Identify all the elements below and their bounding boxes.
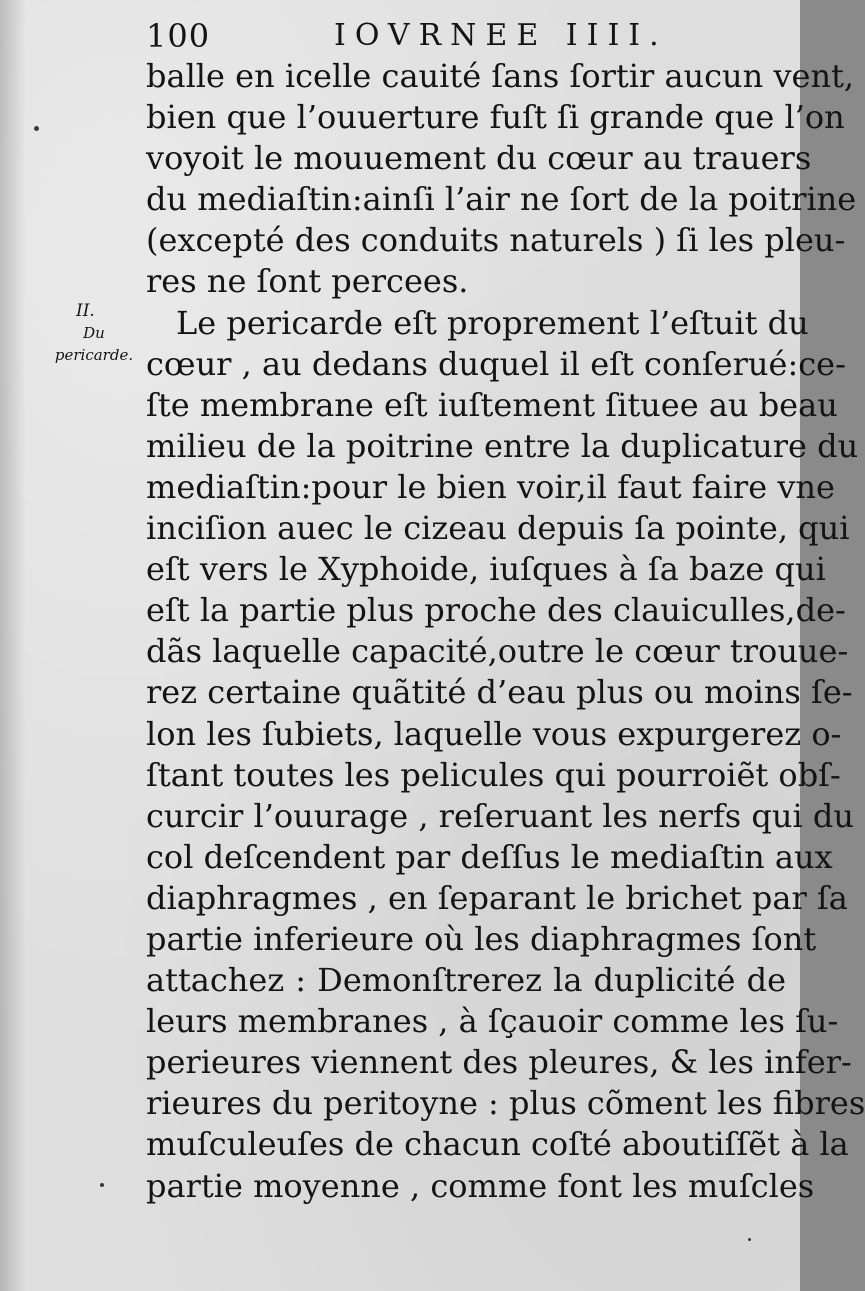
page-gutter-shadow (0, 0, 26, 1291)
text-line: rez certaine quãtité d’eau plus ou moins ſe- (146, 673, 853, 712)
text-line: voyoit le mouuement du cœur au trauers (146, 139, 812, 178)
paragraph-first-line: Le pericarde eſt proprement l’eſtuit du (176, 303, 809, 342)
paper-speck (748, 1238, 751, 1241)
text-line: attachez : Demonſtrerez la duplicité de (146, 961, 786, 1000)
text-line: milieu de la poitrine entre la duplicature du (146, 426, 859, 465)
margin-note (50, 300, 138, 366)
text-line: perieures viennent des pleures, & les infer- (146, 1043, 852, 1082)
text-line: partie inferieure où les diaphragmes ſont (146, 919, 817, 958)
text-line: (excepté des conduits naturels ) ſi les pleu- (146, 221, 846, 260)
text-line: col deſcendent par deſſus le mediaſtin aux (146, 837, 833, 876)
text-line: ſte membrane eſt iuſtement ſituee au beau (146, 385, 838, 424)
text-line: du mediaſtin:ainſi l’air ne ſort de la poitrine (146, 180, 857, 219)
text-line: leurs membranes , à ſçauoir comme les ſu- (146, 1002, 839, 1041)
text-line: diaphragmes , en ſeparant le brichet par ſa (146, 878, 848, 917)
text-line: cœur , au dedans duquel il eſt conſerué:ce- (146, 344, 846, 383)
page-header (146, 16, 668, 56)
paper-speck (34, 126, 39, 131)
text-line: bien que l’ouuerture fuſt ſi grande que l’on (146, 98, 845, 137)
text-line: res ne ſont percees. (146, 262, 469, 301)
text-line: ſtant toutes les pelicules qui pourroiẽt obſ- (146, 755, 841, 794)
text-line: partie moyenne , comme font les muſcles (146, 1166, 815, 1205)
page-number: 100 (146, 17, 211, 55)
margin-note-text: Du pericarde. (54, 324, 134, 364)
running-head: IOVRNEE IIII. (334, 18, 668, 53)
body-text (146, 56, 865, 1207)
text-line: rieures du peritoyne : plus cõment les fibres (146, 1084, 865, 1123)
text-line: inciſion auec le cizeau depuis ſa pointe, qui (146, 509, 850, 548)
text-line: muſculeuſes de chacun coſté aboutiſſẽt à la (146, 1125, 849, 1164)
text-line: eſt vers le Xyphoide, iuſques à ſa baze qui (146, 550, 826, 589)
paper-speck (100, 1183, 104, 1187)
text-line: curcir l’ouurage , reſeruant les nerfs qui du (146, 796, 854, 835)
text-line: eſt la partie plus proche des clauiculles,de- (146, 591, 846, 630)
text-line: mediaſtin:pour le bien voir,il faut faire vne (146, 467, 835, 506)
text-line: dãs laquelle capacité,outre le cœur trouue- (146, 632, 849, 671)
text-line: lon les ſubiets, laquelle vous expurgerez o- (146, 714, 842, 753)
text-line: balle en icelle cauité ſans ſortir aucun vent, (146, 57, 855, 95)
margin-note-number: II. (76, 301, 95, 321)
